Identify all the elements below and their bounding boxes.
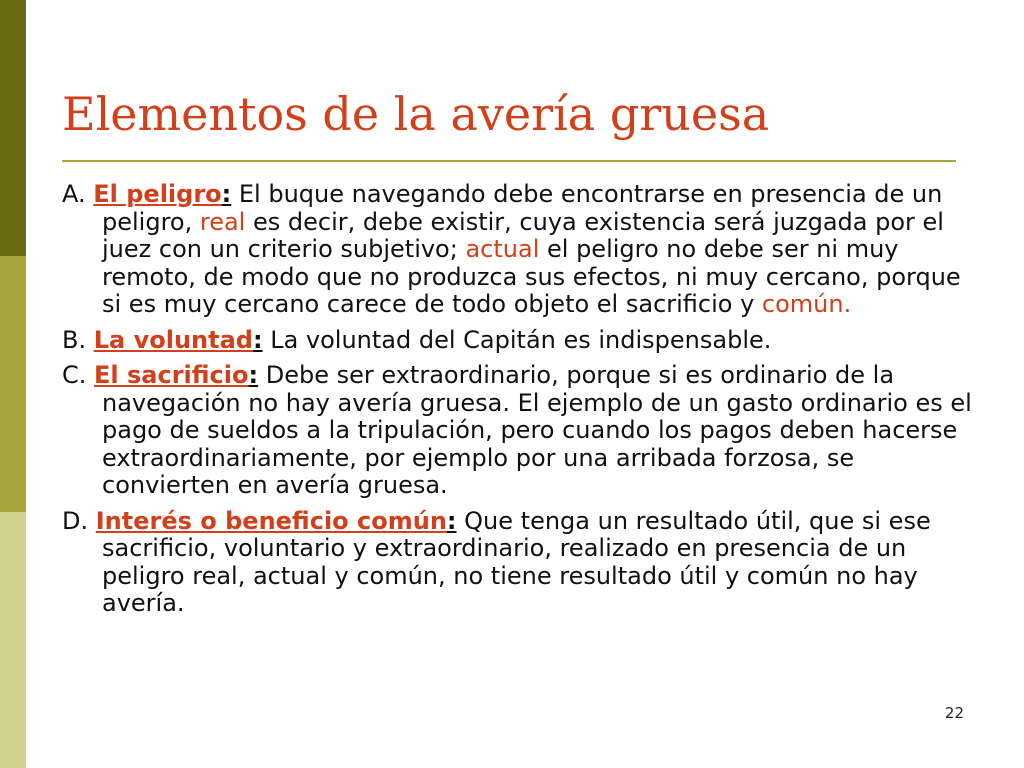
item-b-text: La voluntad del Capitán es indispensable. [262, 325, 772, 354]
item-a-text-1: El buque navegando debe encontrarse en presencia de un peligro, [102, 180, 943, 236]
item-d-term: Interés o beneficio común [95, 506, 447, 535]
item-c-marker: C. [62, 361, 95, 389]
item-a-highlight-actual: actual [465, 235, 540, 263]
item-b-term: La voluntad [93, 325, 253, 354]
item-a-colon: : [221, 180, 232, 208]
item-a-text-3: el peligro no debe ser ni muy remoto, de modo que no produzca sus efectos, ni muy cercano, porque si es muy cercano carece de todo objeto el sacrificio y [102, 235, 961, 318]
item-a-term: El peligro [93, 180, 222, 208]
item-a [62, 181, 974, 319]
decorative-side-bar [0, 0, 26, 768]
item-b [62, 327, 974, 355]
item-c-text: Debe ser extraordinario, porque si es ordinario de la navegación no hay avería gruesa. El ejemplo de un gasto ordinario es el pago de sueldos a la tripulación, pero cuando los pagos deben hacerse extraordinariamente, por ejemplo por una arribada forzosa, se convierten en avería gruesa. [102, 361, 972, 499]
title-divider [62, 160, 956, 162]
item-a-highlight-comun: común. [761, 290, 852, 318]
item-b-marker: B. [62, 325, 94, 354]
item-b-colon: : [252, 325, 263, 354]
item-c [62, 362, 974, 500]
item-d-colon: : [446, 506, 457, 535]
item-d-marker: D. [62, 506, 96, 535]
item-a-highlight-real: real [199, 207, 246, 236]
slide-title: Elementos de la avería gruesa [62, 87, 770, 141]
item-a-marker: A. [62, 180, 94, 208]
item-d-text: Que tenga un resultado útil, que si ese sacrificio, voluntario y extraordinario, realizado en presencia de un peligro real, actual y común, no tiene resultado útil y común no hay avería. [102, 506, 931, 617]
item-c-colon: : [248, 361, 259, 389]
item-c-term: El sacrificio [94, 361, 249, 389]
page-number: 22 [944, 704, 964, 722]
item-d [62, 508, 974, 618]
item-a-text-2: es decir, debe existir, cuya existencia será juzgada por el juez con un criterio subjetivo; [102, 207, 944, 263]
slide-content [62, 181, 974, 626]
